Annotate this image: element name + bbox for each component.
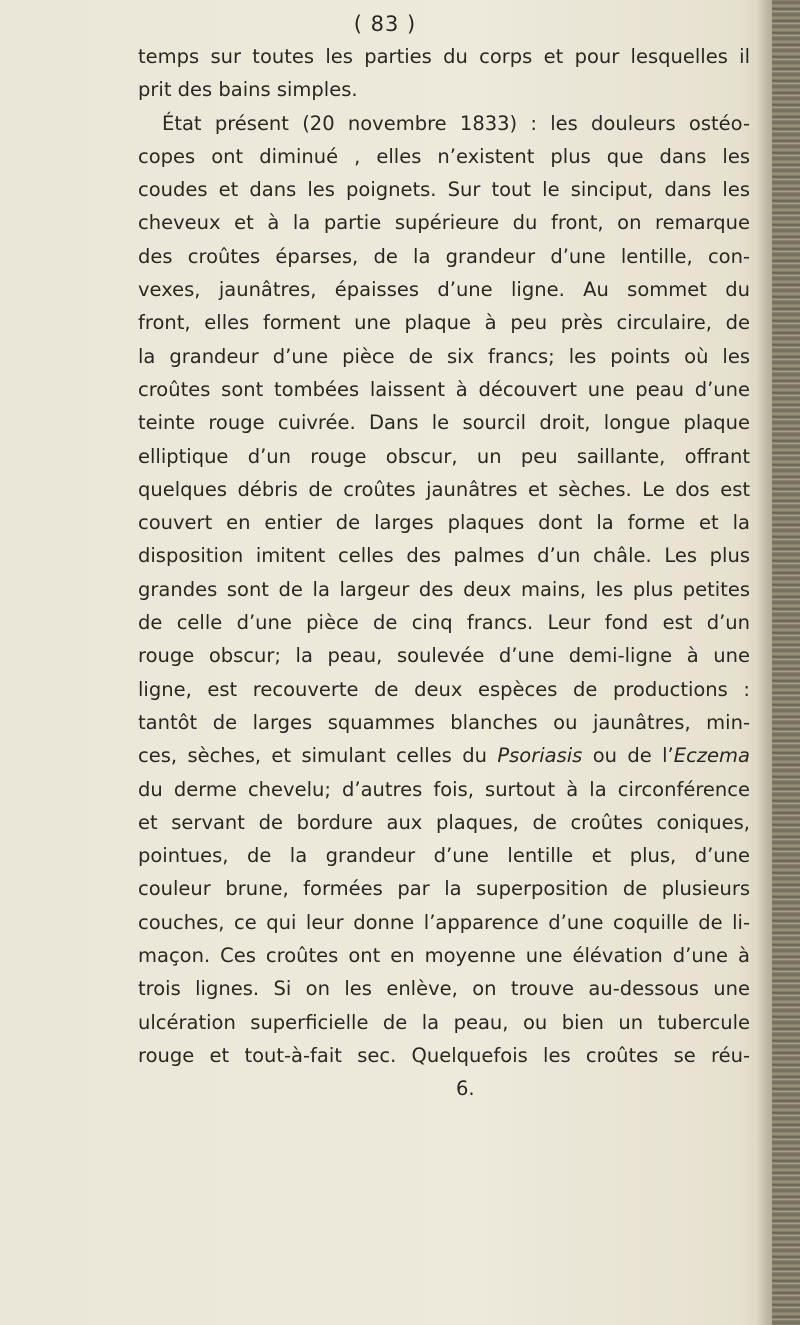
text-line: la grandeur d’une pièce de six francs; les points où les xyxy=(138,344,750,368)
text-line: couches, ce qui leur donne l’apparence d’une coquille de li- xyxy=(138,910,750,934)
text-line: maçon. Ces croûtes ont en moyenne une élévation d’une à xyxy=(138,944,750,968)
text-line: des croûtes éparses, de la grandeur d’une lentille, con- xyxy=(138,244,750,268)
book-binding-edge xyxy=(772,0,800,1325)
text-line: teinte rouge cuivrée. Dans le sourcil droit, longue plaque xyxy=(138,411,750,435)
text-line: rouge obscur; la peau, soulevée d’une demi-ligne à une xyxy=(138,644,750,668)
binding-shadow xyxy=(756,0,772,1325)
text-line: disposition imitent celles des palmes d’un châle. Les plus xyxy=(138,544,750,568)
text-line: du derme chevelu; d’autres fois, surtout à la circonférence xyxy=(138,777,750,801)
text-line: prit des bains simples. xyxy=(138,78,358,102)
text-line: croûtes sont tombées laissent à découvert une peau d’une xyxy=(138,377,750,401)
text-line: coudes et dans les poignets. Sur tout le sinciput, dans les xyxy=(138,178,750,202)
italic-term-eczema: Eczema xyxy=(673,744,750,768)
text-line: grandes sont de la largeur des deux mains, les plus petites xyxy=(138,577,750,601)
text-line: cheveux et à la partie supérieure du front, on remarque xyxy=(138,211,750,235)
text-line: État présent (20 novembre 1833) : les douleurs ostéo- xyxy=(162,111,750,135)
text-line: front, elles forment une plaque à peu près circulaire, de xyxy=(138,311,750,335)
text-line-with-italics xyxy=(138,739,750,772)
text-line: rouge et tout-à-fait sec. Quelquefois les croûtes se réu- xyxy=(138,1043,750,1067)
text-line: temps sur toutes les parties du corps et pour lesquelles il xyxy=(138,45,750,68)
signature-mark: 6. xyxy=(456,1077,475,1101)
text-segment: ces, sèches, et simulant celles du xyxy=(138,744,498,768)
italic-term-psoriasis: Psoriasis xyxy=(497,744,583,768)
text-line: de celle d’une pièce de cinq francs. Leur fond est d’un xyxy=(138,611,750,635)
text-segment: ou de l’ xyxy=(582,744,674,768)
text-line: pointues, de la grandeur d’une lentille et plus, d’une xyxy=(138,844,750,868)
text-line: copes ont diminué , elles n’existent plus que dans les xyxy=(138,144,750,168)
page-number: ( 83 ) xyxy=(353,12,417,36)
text-line: couleur brune, formées par la superposition de plusieurs xyxy=(138,877,750,901)
text-line: trois lignes. Si on les enlève, on trouve au-dessous une xyxy=(138,977,750,1001)
text-line: elliptique d’un rouge obscur, un peu saillante, offrant xyxy=(138,444,750,468)
text-line: quelques débris de croûtes jaunâtres et sèches. Le dos est xyxy=(138,477,750,501)
text-line: ulcération superficielle de la peau, ou bien un tubercule xyxy=(138,1010,750,1034)
text-line: couvert en entier de larges plaques dont la forme et la xyxy=(138,511,750,535)
text-line: et servant de bordure aux plaques, de croûtes coniques, xyxy=(138,810,750,834)
text-line: vexes, jaunâtres, épaisses d’une ligne. Au sommet du xyxy=(138,278,750,302)
body-text xyxy=(138,40,750,1106)
text-line: ligne, est recouverte de deux espèces de productions : xyxy=(138,677,750,701)
text-line: tantôt de larges squammes blanches ou jaunâtres, min- xyxy=(138,710,750,734)
